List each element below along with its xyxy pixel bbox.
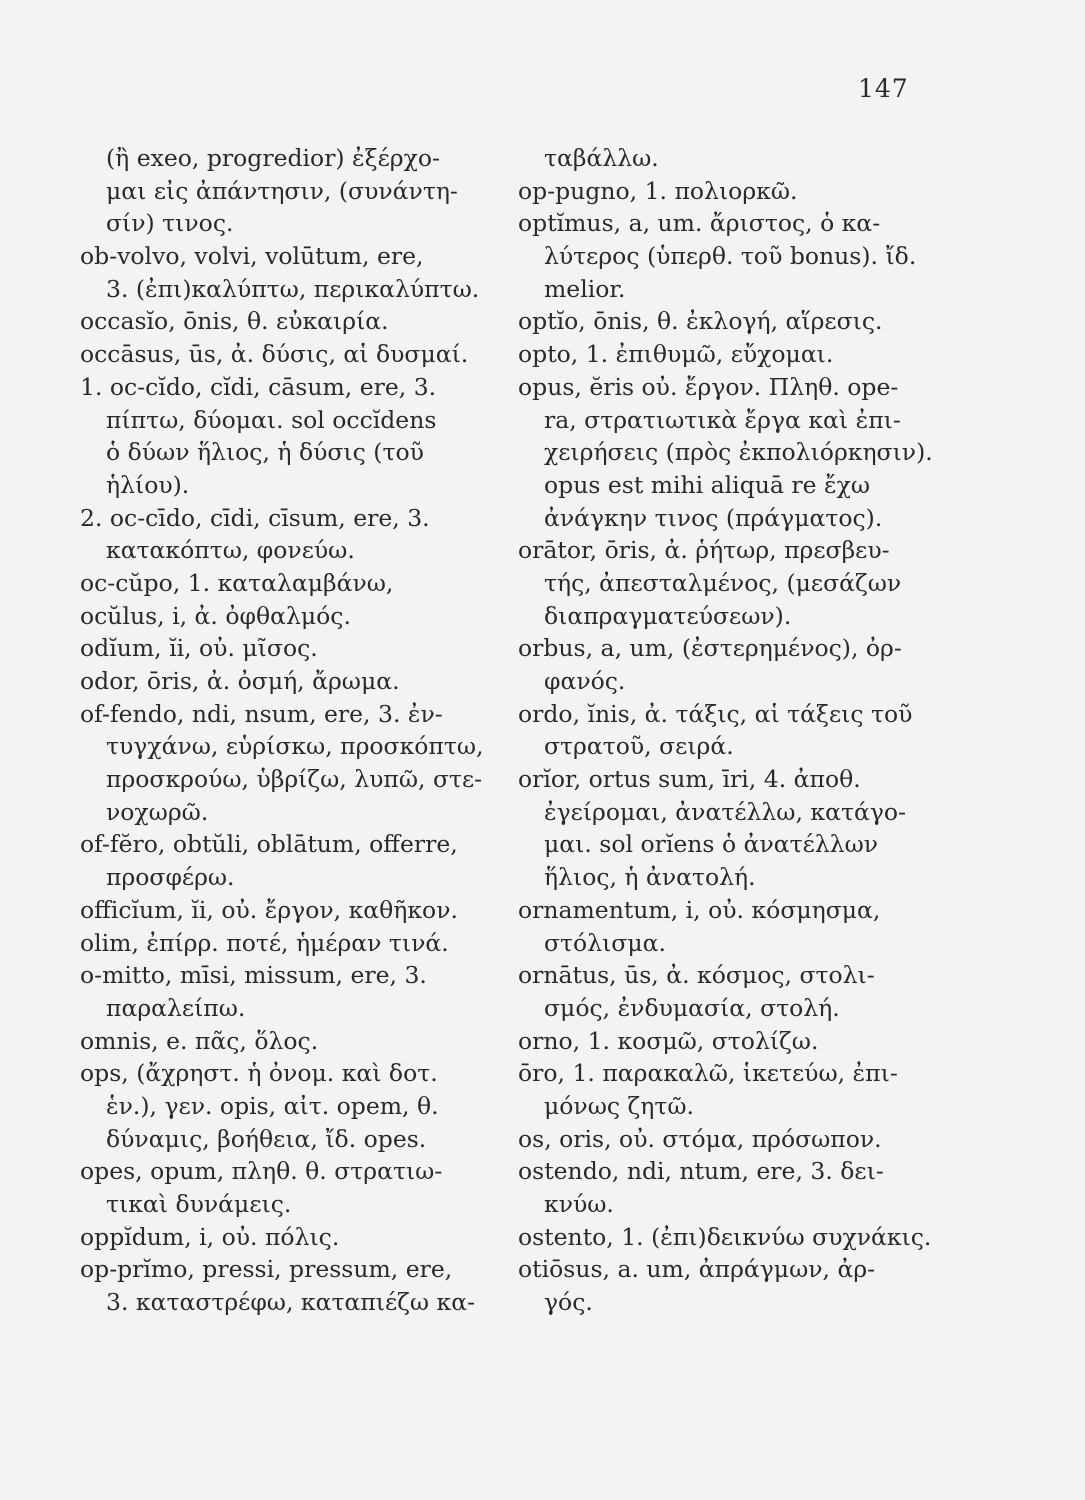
dictionary-line: σμός, ἐνδυμασία, στολή. — [544, 993, 840, 1022]
dictionary-line: ὁ δύων ἥλιος, ἡ δύσις (τοῦ — [106, 438, 424, 467]
dictionary-line: oppĭdum, i, οὐ. πόλις. — [80, 1222, 340, 1251]
dictionary-line: 1. oc-cĭdo, cĭdi, cāsum, ere, 3. — [80, 372, 437, 401]
dictionary-line: ocŭlus, i, ἀ. ὀφθαλμός. — [80, 601, 351, 630]
dictionary-line: ἑν.), γεν. opis, αἰτ. opem, θ. — [106, 1091, 439, 1120]
dictionary-line: op-pugno, 1. πολιορκῶ. — [518, 176, 798, 205]
dictionary-line: ornamentum, i, οὐ. κόσμησμα, — [518, 895, 881, 924]
dictionary-line: ἥλιος, ἡ ἀνατολή. — [544, 863, 756, 892]
dictionary-line: λύτερος (ὑπερθ. τοῦ bonus). ἴδ. — [544, 242, 917, 271]
dictionary-line: ra, στρατιωτικὰ ἔργα καὶ ἐπι- — [544, 405, 901, 434]
dictionary-line: γός. — [544, 1288, 593, 1317]
dictionary-line: παραλείπω. — [106, 993, 246, 1022]
dictionary-line: orno, 1. κοσμῶ, στολίζω. — [518, 1026, 819, 1055]
dictionary-line: officĭum, ĭi, οὐ. ἔργον, καθῆκον. — [80, 895, 458, 924]
dictionary-line: μόνως ζητῶ. — [544, 1091, 694, 1120]
dictionary-line: διαπραγματεύσεων). — [544, 601, 792, 630]
dictionary-line: odor, ōris, ἀ. ὀσμή, ἄρωμα. — [80, 667, 400, 695]
dictionary-line: νοχωρῶ. — [106, 797, 209, 826]
dictionary-line: oc-cŭpo, 1. καταλαμβάνω, — [80, 568, 394, 597]
dictionary-line: omnis, e. πᾶς, ὅλος. — [80, 1026, 319, 1055]
dictionary-line: op-prĭmo, pressi, pressum, ere, — [80, 1255, 453, 1284]
dictionary-line: 3. καταστρέφω, καταπιέζω κα- — [106, 1288, 476, 1317]
dictionary-line: ἡλίου). — [106, 470, 190, 499]
dictionary-line: ob-volvo, volvi, volūtum, ere, — [80, 242, 424, 271]
dictionary-line: στρατοῦ, σειρά. — [544, 732, 734, 761]
dictionary-line: 2. oc-cīdo, cīdi, cīsum, ere, 3. — [80, 503, 430, 532]
dictionary-line: ostento, 1. (ἐπι)δεικνύω συχνάκις. — [518, 1222, 932, 1251]
dictionary-line: of-fĕro, obtŭli, oblātum, offerre, — [80, 830, 458, 859]
dictionary-line: ōro, 1. παρακαλῶ, ἱκετεύω, ἐπι- — [518, 1059, 898, 1088]
dictionary-line: ταβάλλω. — [544, 144, 659, 172]
dictionary-line: of-fendo, ndi, nsum, ere, 3. ἐν- — [80, 699, 443, 728]
dictionary-line: σίν) τινος. — [106, 209, 234, 238]
dictionary-line: orātor, ōris, ἀ. ῥήτωρ, πρεσβευ- — [518, 536, 890, 565]
dictionary-line: (ἢ exeo, progredior) ἐξέρχο- — [106, 144, 440, 172]
dictionary-line: ostendo, ndi, ntum, ere, 3. δει- — [518, 1157, 884, 1186]
dictionary-line: δύναμις, βοήθεια, ἴδ. opes. — [106, 1124, 427, 1153]
dictionary-line: olim, ἐπίρρ. ποτέ, ἡμέραν τινά. — [80, 928, 449, 957]
dictionary-line: ornātus, ūs, ἀ. κόσμος, στολι- — [518, 961, 875, 990]
dictionary-line: 3. (ἐπι)καλύπτω, περικαλύπτω. — [106, 274, 480, 303]
dictionary-line: μαι. sol orĭens ὁ ἀνατέλλων — [544, 830, 879, 859]
dictionary-line: ἀνάγκην τινος (πράγματος). — [544, 503, 883, 532]
dictionary-line: orbus, a, um, (ἐστερημένος), ὀρ- — [518, 634, 902, 663]
dictionary-line: opto, 1. ἐπιθυμῶ, εὔχομαι. — [518, 340, 834, 369]
dictionary-line: optĭmus, a, um. ἄριστος, ὁ κα- — [518, 209, 881, 238]
dictionary-line: os, oris, οὐ. στόμα, πρόσωπον. — [518, 1124, 882, 1153]
dictionary-line: occāsus, ūs, ἀ. δύσις, αἱ δυσμαί. — [80, 340, 469, 369]
dictionary-line: κατακόπτω, φονεύω. — [106, 536, 355, 565]
page-number: 147 — [858, 74, 909, 103]
dictionary-line: odĭum, ĭi, οὐ. μῖσος. — [80, 634, 318, 663]
dictionary-line: occasĭo, ōnis, θ. εὐκαιρία. — [80, 307, 389, 336]
dictionary-line: optĭo, ōnis, θ. ἐκλογή, αἵρεσις. — [518, 307, 883, 336]
left-column — [80, 142, 500, 1319]
dictionary-line: πίπτω, δύομαι. sol occĭdens — [106, 405, 437, 434]
dictionary-line: melior. — [544, 274, 626, 303]
dictionary-line: ἐγείρομαι, ἀνατέλλω, κατάγο- — [544, 797, 906, 826]
dictionary-line: τής, ἀπεσταλμένος, (μεσάζων — [544, 568, 902, 597]
dictionary-line: προσκρούω, ὑβρίζω, λυπῶ, στε- — [106, 765, 483, 794]
dictionary-line: προσφέρω. — [106, 863, 235, 892]
dictionary-line: κνύω. — [544, 1190, 614, 1218]
dictionary-line: χειρήσεις (πρὸς ἐκπολιόρκησιν). — [544, 438, 933, 467]
dictionary-line: τυγχάνω, εὑρίσκω, προσκόπτω, — [106, 732, 484, 761]
right-column — [518, 142, 933, 1319]
dictionary-line: στόλισμα. — [544, 928, 666, 957]
dictionary-line: opus est mihi aliquā re ἔχω — [544, 470, 870, 499]
dictionary-line: ordo, ĭnis, ἀ. τάξις, αἱ τάξεις τοῦ — [518, 699, 913, 728]
dictionary-line: ops, (ἄχρηστ. ἡ ὀνομ. καὶ δοτ. — [80, 1059, 438, 1088]
dictionary-line: opus, ĕris οὐ. ἔργον. Πληθ. ope- — [518, 372, 899, 401]
dictionary-line: otiōsus, a. um, ἀπράγμων, ἀρ- — [518, 1255, 876, 1284]
dictionary-line: opes, opum, πληθ. θ. στρατιω- — [80, 1157, 443, 1186]
dictionary-line: orĭor, ortus sum, īri, 4. ἀποθ. — [518, 765, 861, 794]
dictionary-line: τικαὶ δυνάμεις. — [106, 1190, 292, 1218]
dictionary-line: o-mitto, mīsi, missum, ere, 3. — [80, 961, 427, 990]
dictionary-line: μαι εἰς ἀπάντησιν, (συνάντη- — [106, 176, 458, 205]
dictionary-line: φανός. — [544, 667, 626, 695]
